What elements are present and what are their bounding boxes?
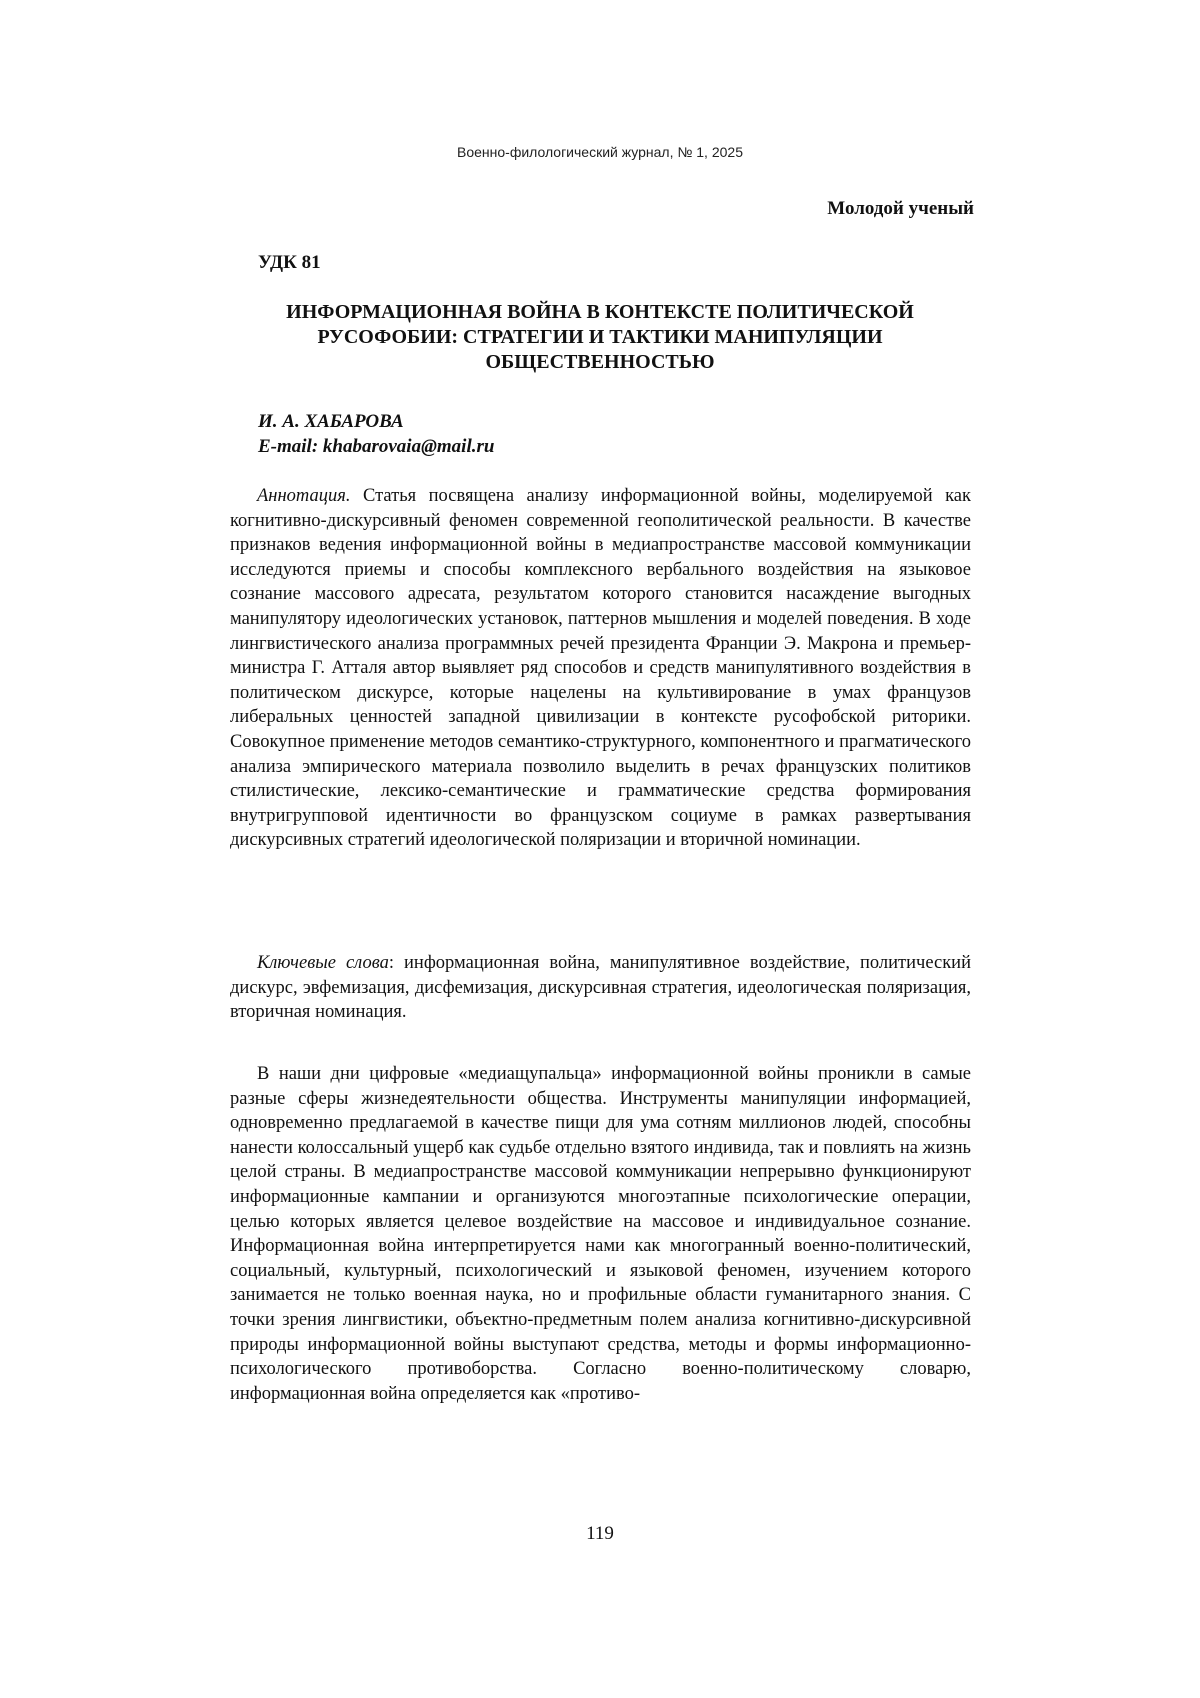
- section-label: Молодой ученый: [827, 198, 974, 219]
- title-line: РУСОФОБИИ: СТРАТЕГИИ И ТАКТИКИ МАНИПУЛЯЦИИ: [317, 326, 883, 348]
- article-title: [230, 300, 970, 375]
- abstract: [230, 484, 971, 853]
- title-line: ОБЩЕСТВЕННОСТЬЮ: [485, 351, 715, 373]
- author-name: И. А. ХАБАРОВА: [258, 411, 404, 432]
- keywords-label: Ключевые слова: [257, 953, 389, 973]
- abstract-label: Аннотация.: [257, 486, 351, 506]
- main-text: [230, 1062, 971, 1406]
- author-email: E-mail: khabarovaia@mail.ru: [258, 436, 495, 457]
- page-number: 119: [586, 1523, 614, 1544]
- keywords-text: : информационная война, манипулятивное воздействие, политический дискурс, эвфемизация, дисфемизация, дискурсивная стратегия, идеологическая поляризация, вторичная номинация.: [230, 953, 971, 1023]
- running-head: Военно-филологический журнал, № 1, 2025: [457, 144, 743, 160]
- keywords: [230, 951, 971, 1025]
- body-paragraph: В наши дни цифровые «медиащупальца» информационной войны проникли в самые разные сферы жизнедеятельности общества. Инструменты манипуляции информацией, одновременно предлагаемой в качестве пищи для ума сотням миллионов людей, способны нанести колоссальный ущерб как судьбе отдельно взятого индивида, так и повлиять на жизнь целой страны. В медиапространстве массовой коммуникации непрерывно функционируют информационные кампании и организуются многоэтапные психологические операции, целью которых является целевое воздействие на массовое и индивидуальное сознание. Информационная война интерпретируется нами как многогранный военно-политический, социальный, культурный, психологический и языковой феномен, изучением которого занимается не только военная наука, но и профильные области гуманитарного знания. С точки зрения лингвистики, объектно-предметным полем анализа когнитивно-дискурсивной природы информационной войны выступают средства, методы и формы информационно-психологического противоборства. Согласно военно-политическому словарю, информационная война определяется как «противо-: [230, 1064, 971, 1404]
- abstract-text: Статья посвящена анализу информационной войны, моделируемой как когнитивно-дискурсивный феномен современной геополитической реальности. В качестве признаков ведения информационной войны в медиапространстве массовой коммуникации исследуются приемы и способы комплексного вербального воздействия на языковое сознание массового адресата, результатом которого становится насаждение выгодных манипулятору идеологических установок, паттернов мышления и моделей поведения. В ходе лингвистического анализа программных речей президента Франции Э. Макрона и премьер-министра Г. Атталя автор выявляет ряд способов и средств манипулятивного воздействия в политическом дискурсе, которые нацелены на культивирование в умах французов либеральных ценностей западной цивилизации в контексте русофобской риторики. Совокупное применение методов семантико-структурного, компонентного и прагматического анализа эмпирического материала позволило выделить в речах французских политиков стилистические, лексико-семантические и грамматические средства формирования внутригрупповой идентичности во французском социуме в рамках развертывания дискурсивных стратегий идеологической поляризации и вторичной номинации.: [230, 486, 971, 851]
- author-block: [258, 409, 494, 459]
- title-line: ИНФОРМАЦИОННАЯ ВОЙНА В КОНТЕКСТЕ ПОЛИТИЧЕСКОЙ: [286, 301, 914, 323]
- udk-code: УДК 81: [258, 252, 321, 273]
- keywords-paragraph: [230, 951, 971, 1025]
- abstract-paragraph: [230, 484, 971, 853]
